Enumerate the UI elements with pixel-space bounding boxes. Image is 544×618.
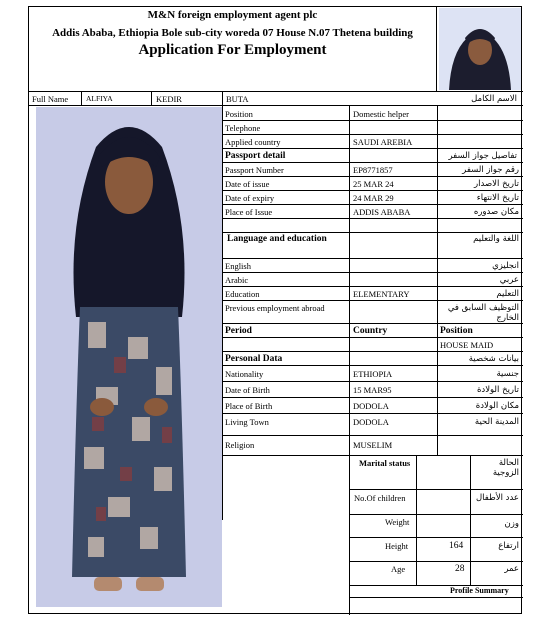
previous-employment-arabic: التوظيف السابق في الخارج (447, 303, 519, 323)
telephone-label: Telephone (225, 123, 261, 133)
english-arabic: انجليزي (492, 261, 519, 271)
nationality-label: Nationality (225, 369, 264, 379)
position-label: Position (225, 109, 253, 119)
height-arabic: ارتفاع (498, 541, 519, 551)
headshot-photo (439, 8, 521, 90)
country-header: Country (353, 326, 388, 336)
date-of-issue-value: 25 MAR 24 (353, 179, 394, 189)
position-header: Position (440, 326, 473, 336)
nationality-value: ETHIOPIA (353, 369, 393, 379)
applied-country-label: Applied country (225, 137, 281, 147)
first-name: ALFIYA (86, 94, 113, 103)
full-name-arabic: الاسم الكامل (471, 94, 517, 104)
education-label: Education (225, 289, 260, 299)
date-of-issue-label: Date of issue (225, 179, 270, 189)
language-education-arabic: اللغة والتعليم (473, 234, 519, 244)
place-of-birth-label: Place of Birth (225, 401, 273, 411)
arabic-label: Arabic (225, 275, 249, 285)
form-header (29, 7, 437, 91)
previous-employment-label: Previous employment abroad (225, 303, 325, 313)
place-of-issue-value: ADDIS ABABA (353, 207, 411, 217)
arabic-arabic: عربي (499, 275, 519, 285)
date-of-birth-value: 15 MAR95 (353, 385, 392, 395)
language-education-heading: Language and education (227, 234, 327, 244)
weight-arabic: وزن (504, 519, 519, 529)
passport-detail-heading: Passport detail (225, 151, 286, 161)
children-label: No.Of children (354, 493, 406, 503)
place-of-birth-arabic: مكان الولادة (475, 401, 519, 411)
living-town-value: DODOLA (353, 417, 389, 427)
education-arabic: التعليم (496, 289, 519, 299)
middle-name: KEDIR (156, 94, 182, 104)
date-of-issue-arabic: تاريخ الاصدار (474, 179, 519, 189)
education-value: ELEMENTARY (353, 289, 410, 299)
height-value: 164 (449, 541, 464, 551)
place-of-birth-value: DODOLA (353, 401, 389, 411)
weight-label: Weight (385, 517, 410, 527)
full-name-label: Full Name (32, 94, 69, 104)
application-form (28, 6, 522, 614)
last-name: BUTA (226, 94, 249, 104)
age-label: Age (391, 564, 406, 574)
children-arabic: عدد الأطفال (475, 493, 519, 503)
marital-status-label: Marital status (359, 458, 411, 468)
passport-number-arabic: رقم جواز السفر (462, 165, 519, 175)
previous-position-value: HOUSE MAID (440, 340, 494, 350)
period-header: Period (225, 326, 252, 336)
age-value: 28 (455, 564, 465, 574)
date-of-expiry-label: Date of expiry (225, 193, 275, 203)
date-of-expiry-arabic: تاريخ الانتهاء (476, 193, 519, 203)
passport-detail-arabic: تفاصيل جواز السفر (448, 151, 517, 161)
personal-data-arabic: بيانات شخصية (468, 354, 519, 364)
date-of-birth-arabic: تاريخ الولادة (476, 385, 519, 395)
date-of-birth-label: Date of Birth (225, 385, 270, 395)
age-arabic: عمر (504, 564, 519, 574)
company-name: M&N foreign employment agent plc (147, 9, 318, 21)
full-body-photo (36, 107, 222, 607)
date-of-expiry-value: 24 MAR 29 (353, 193, 394, 203)
personal-data-heading: Personal Data (225, 354, 283, 364)
form-title: Application For Employment (138, 42, 327, 58)
position-value: Domestic helper (353, 109, 409, 119)
religion-label: Religion (225, 440, 255, 450)
height-label: Height (385, 541, 409, 551)
marital-status-arabic: الحالة الزوجية (492, 458, 519, 478)
living-town-label: Living Town (225, 417, 269, 427)
passport-number-value: EP8771857 (353, 165, 393, 175)
religion-value: MUSELIM (353, 440, 393, 450)
nationality-arabic: جنسية (496, 369, 519, 379)
profile-summary-label: Profile Summary (450, 586, 509, 595)
company-address: Addis Ababa, Ethiopia Bole sub-city woreda 07 House N.07 Thetena building (52, 27, 413, 39)
place-of-issue-label: Place of Issue (225, 207, 273, 217)
english-label: English (225, 261, 251, 271)
applied-country-value: SAUDI AREBIA (353, 137, 413, 147)
place-of-issue-arabic: مكان صدوره (473, 207, 519, 217)
living-town-arabic: المدينة الحية (474, 417, 519, 427)
passport-number-label: Passport Number (225, 165, 284, 175)
